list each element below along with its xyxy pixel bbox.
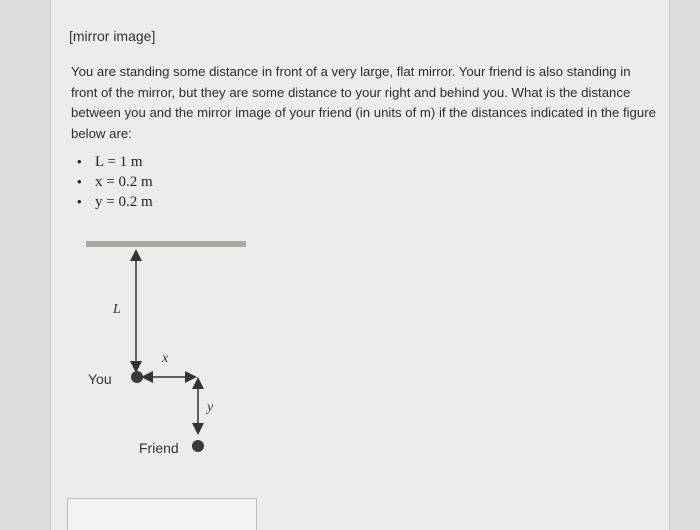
bullet-icon: • bbox=[77, 154, 82, 169]
mirror-surface bbox=[86, 241, 246, 247]
parameter-text: L = 1 m bbox=[95, 154, 143, 170]
label-L: L bbox=[113, 302, 121, 317]
label-y: y bbox=[207, 400, 214, 415]
label-x: x bbox=[162, 351, 169, 366]
mirror-figure bbox=[51, 230, 671, 470]
parameter-item bbox=[73, 192, 153, 212]
question-card bbox=[50, 0, 670, 530]
question-title: [mirror image] bbox=[69, 28, 156, 44]
parameter-item bbox=[73, 152, 153, 172]
you-dot bbox=[131, 371, 143, 383]
parameter-text: x = 0.2 m bbox=[95, 174, 153, 190]
parameter-list bbox=[73, 152, 153, 212]
parameter-text: y = 0.2 m bbox=[95, 194, 153, 210]
answer-input[interactable] bbox=[67, 498, 257, 530]
question-text: You are standing some distance in front of a very large, flat mirror. Your friend is also standing in front of the mirror, but they are some distance to your right and behind you. What is the distance between you and the mirror image of your friend (in units of m) if the distances indicated in the figure below are: bbox=[71, 64, 656, 141]
label-you: You bbox=[88, 371, 112, 387]
label-friend: Friend bbox=[139, 440, 179, 456]
parameter-item bbox=[73, 172, 153, 192]
bullet-icon: • bbox=[77, 194, 82, 209]
bullet-icon: • bbox=[77, 174, 82, 189]
mirror-diagram bbox=[51, 230, 671, 470]
friend-dot bbox=[192, 440, 204, 452]
